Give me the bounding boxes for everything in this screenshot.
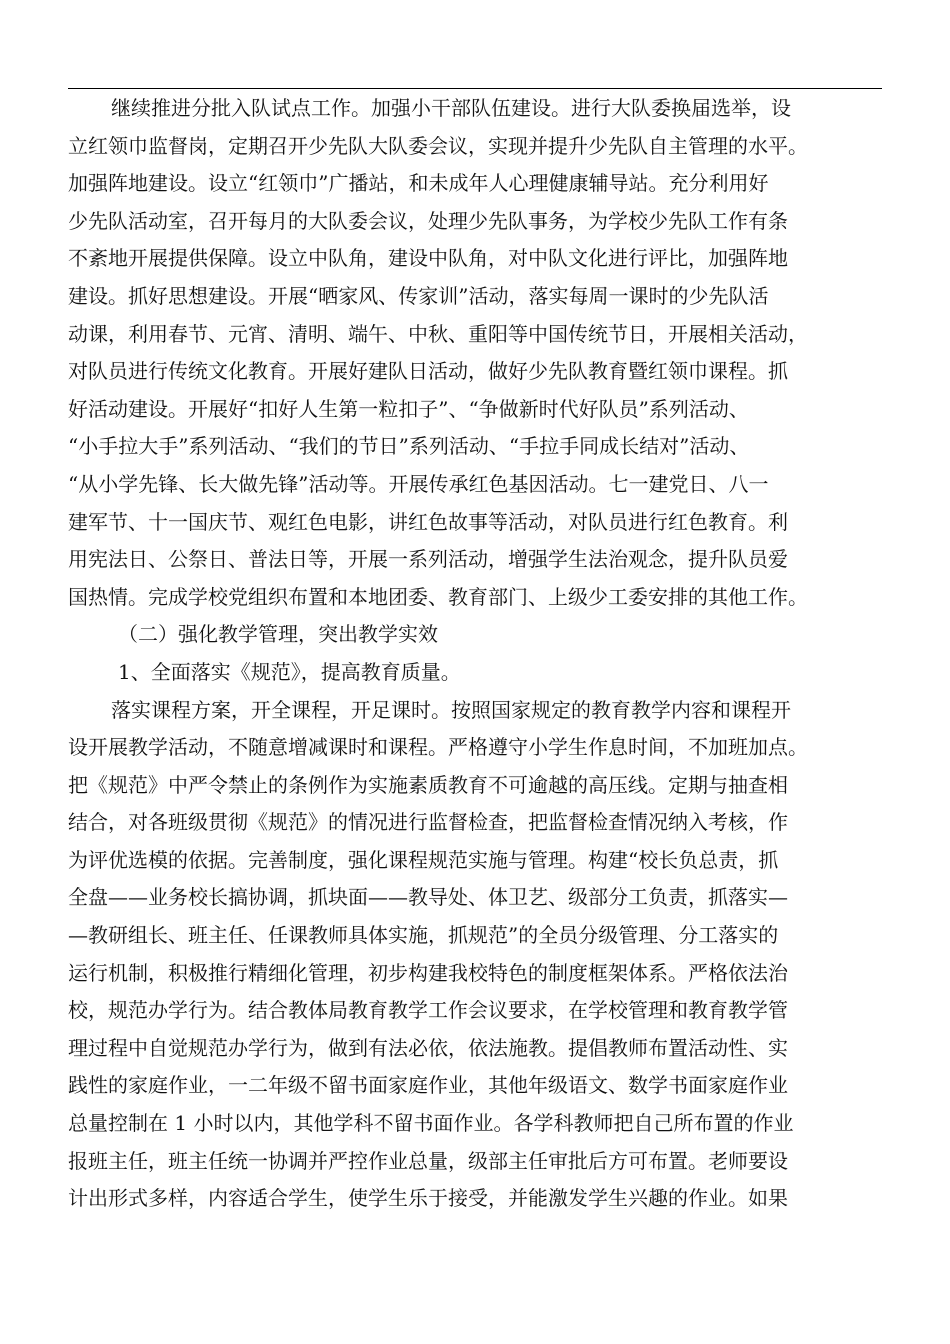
- text-line: “从小学先锋、长大做先锋”活动等。开展传承红色基因活动。七一建党日、八一: [68, 471, 769, 496]
- text-line: 把《规范》中严令禁止的条例作为实施素质教育不可逾越的高压线。定期与抽查相: [68, 772, 788, 797]
- text-line: 建军节、十一国庆节、观红色电影，讲红色故事等活动，对队员进行红色教育。利: [68, 509, 788, 534]
- text-line: 建设。抓好思想建设。开展“晒家风、传家训”活动，落实每周一课时的少先队活: [68, 283, 769, 308]
- text-line: 好活动建设。开展好“扣好人生第一粒扣子”、“争做新时代好队员”系列活动、: [68, 396, 749, 421]
- text-line: 设开展教学活动，不随意增减课时和课程。严格遵守小学生作息时间，不加班加点。: [68, 735, 808, 760]
- text-line: 用宪法日、公祭日、普法日等，开展一系列活动，增强学生法治观念，提升队员爱: [68, 547, 788, 572]
- text-line: 理过程中自觉规范办学行为，做到有法必依，依法施教。提倡教师布置活动性、实: [68, 1035, 788, 1060]
- text-line: 立红领巾监督岗，定期召开少先队大队委会议，实现并提升少先队自主管理的水平。: [68, 133, 808, 158]
- text-line: 践性的家庭作业，一二年级不留书面家庭作业，其他年级语文、数学书面家庭作业: [68, 1073, 788, 1098]
- section-heading: （二）强化教学管理，突出教学实效: [118, 622, 438, 647]
- text-line: 少先队活动室，召开每月的大队委会议，处理少先队事务，为学校少先队工作有条: [68, 208, 788, 233]
- text-line: 计出形式多样，内容适合学生，使学生乐于接受，并能激发学生兴趣的作业。如果: [68, 1186, 788, 1211]
- text-line: 动课，利用春节、元宵、清明、端午、中秋、重阳等中国传统节日，开展相关活动，: [68, 321, 808, 346]
- text-line: 报班主任，班主任统一协调并严控作业总量，级部主任审批后方可布置。老师要设: [68, 1148, 788, 1173]
- text-line: —教研组长、班主任、任课教师具体实施，抓规范”的全员分级管理、分工落实的: [68, 923, 779, 948]
- text-line: 全盘——业务校长搞协调，抓块面——教导处、体卫艺、级部分工负责，抓落实—: [68, 885, 788, 910]
- text-line: 为评优选模的依据。完善制度，强化课程规范实施与管理。构建“校长负总责，抓: [68, 847, 779, 872]
- text-line: 总量控制在 1 小时以内，其他学科不留书面作业。各学科教师把自己所布置的作业: [68, 1111, 794, 1136]
- text-line: “小手拉大手”系列活动、“我们的节日”系列活动、“手拉手同成长结对”活动、: [68, 434, 750, 459]
- text-line: 加强阵地建设。设立“红领巾”广播站，和未成年人心理健康辅导站。充分利用好: [68, 171, 769, 196]
- header-rule: [68, 88, 882, 89]
- text-line: 不紊地开展提供保障。设立中队角，建设中队角，对中队文化进行评比，加强阵地: [68, 246, 788, 271]
- text-line: 落实课程方案，开全课程，开足课时。按照国家规定的教育教学内容和课程开: [111, 697, 791, 722]
- text-line: 运行机制，积极推行精细化管理，初步构建我校特色的制度框架体系。严格依法治: [68, 960, 788, 985]
- subsection-heading: 1、全面落实《规范》，提高教育质量。: [118, 659, 461, 684]
- text-line: 国热情。完成学校党组织布置和本地团委、教育部门、上级少工委安排的其他工作。: [68, 584, 808, 609]
- text-line: 继续推进分批入队试点工作。加强小干部队伍建设。进行大队委换届选举，设: [111, 96, 791, 120]
- text-line: 对队员进行传统文化教育。开展好建队日活动，做好少先队教育暨红领巾课程。抓: [68, 359, 788, 384]
- text-line: 结合，对各班级贯彻《规范》的情况进行监督检查，把监督检查情况纳入考核，作: [68, 810, 788, 835]
- document-body: [68, 90, 898, 1218]
- text-line: 校，规范办学行为。结合教体局教育教学工作会议要求，在学校管理和教育教学管: [68, 998, 788, 1023]
